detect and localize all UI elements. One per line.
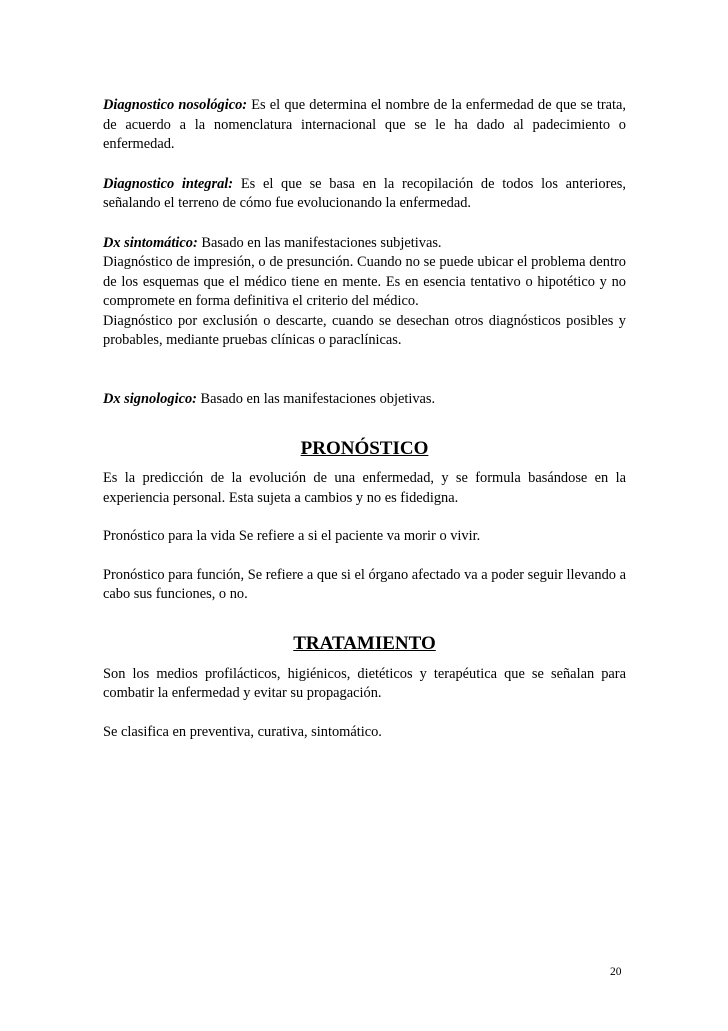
paragraph-dx-sintomatico <box>103 234 626 254</box>
paragraph-pronostico-definicion: Es la predicción de la evolución de una enfermedad, y se formula basándose en la experiencia personal. Esta sujeta a cambios y no es fidedigna. <box>103 470 626 506</box>
paragraph-pronostico-vida: Pronóstico para la vida Se refiere a si el paciente va morir o vivir. <box>103 528 481 544</box>
term-dx-signologico: Dx signologico: <box>103 390 197 407</box>
text-dx-signologico: Basado en las manifestaciones objetivas. <box>196 390 436 407</box>
text-diagnostico-nosologico: Es el que determina el nombre de la enfermedad de que se trata, de acuerdo a la nomenclatura internacional que se le ha dado al padecimiento o enfermedad. <box>103 97 626 152</box>
paragraph-tratamiento-clasificacion: Se clasifica en preventiva, curativa, sintomático. <box>103 723 382 740</box>
paragraph-dx-signologico <box>103 390 626 410</box>
term-diagnostico-nosologico: Diagnostico nosológico: <box>103 97 248 113</box>
text-dx-sintomatico: Basado en las manifestaciones subjetivas. <box>197 234 442 251</box>
paragraph-diagnostico-impresion: Diagnóstico de impresión, o de presunción. Cuando no se puede ubicar el problema dentro de los esquemas que el médico tiene en mente. Es en esencia tentativo o hipotético y no compromete en forma definitiva el criterio del médico. <box>103 254 626 309</box>
heading-pronostico: PRONÓSTICO <box>300 438 429 459</box>
paragraph-diagnostico-integral <box>103 175 626 214</box>
heading-tratamiento: TRATAMIENTO <box>293 632 436 654</box>
paragraph-diagnostico-nosologico <box>103 96 626 155</box>
page-number: 20 <box>610 966 622 978</box>
term-dx-sintomatico: Dx sintomático: <box>103 234 198 251</box>
term-diagnostico-integral: Diagnostico integral: <box>103 175 234 192</box>
text-diagnostico-integral: Es el que se basa en la recopilación de todos los anteriores, señalando el terreno de cómo fue evolucionando la enfermedad. <box>103 175 626 211</box>
paragraph-diagnostico-exclusion: Diagnóstico por exclusión o descarte, cuando se desechan otros diagnósticos posibles y probables, mediante pruebas clínicas o paraclínicas. <box>103 312 626 348</box>
paragraph-pronostico-funcion: Pronóstico para función, Se refiere a que si el órgano afectado va a poder seguir llevando a cabo sus funciones, o no. <box>103 566 626 602</box>
paragraph-tratamiento-definicion: Son los medios profilácticos, higiénicos, dietéticos y terapéutica que se señalan para combatir la enfermedad y evitar su propagación. <box>103 665 626 701</box>
